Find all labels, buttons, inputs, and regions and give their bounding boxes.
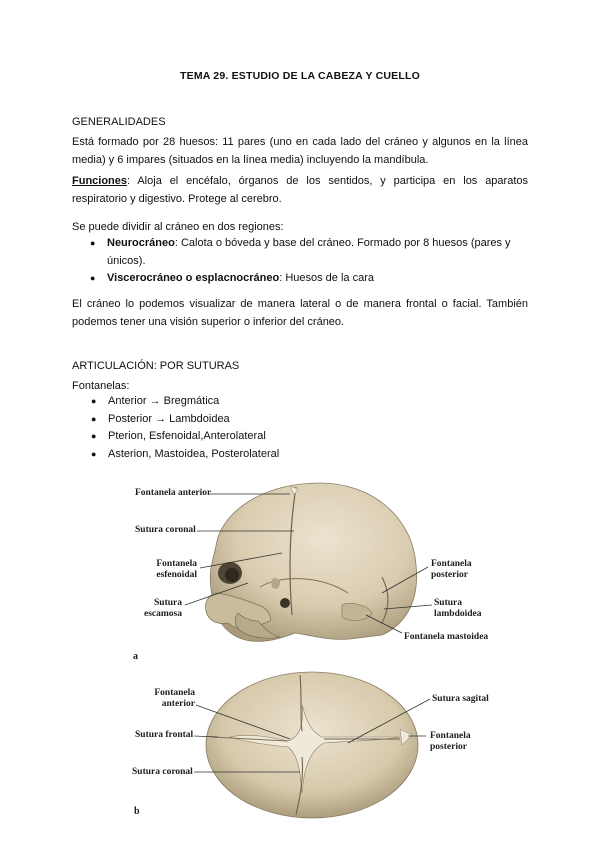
label-line: posterior <box>430 742 467 752</box>
bullet-icon: ● <box>91 431 97 441</box>
label-sutura-frontal: Sutura frontal <box>135 730 194 740</box>
label-sutura-escamosa <box>135 598 182 620</box>
fontanelas-label: Fontanelas: <box>72 380 130 392</box>
region-text: : Calota o bóveda y base del cráneo. Formado por 8 huesos (pares y <box>174 237 511 249</box>
paragraph-division-intro: Se puede dividir al cráneo en dos regiones: <box>72 221 284 233</box>
bullet-icon: ● <box>91 396 97 406</box>
paragraph-funciones <box>72 172 528 208</box>
label-line: posterior <box>431 570 468 580</box>
paragraph-line: El cráneo lo podemos visualizar de manera lateral o de manera frontal o facial. También <box>72 298 528 310</box>
region-term: Neurocráneo <box>107 237 175 249</box>
paragraph-composition <box>72 133 528 169</box>
label-sutura-coronal-b: Sutura coronal <box>132 767 193 777</box>
page-title: TEMA 29. ESTUDIO DE LA CABEZA Y CUELLO <box>180 70 420 82</box>
list-item <box>91 428 508 446</box>
label-line: Fontanela <box>431 559 472 569</box>
label-sutura-sagital: Sutura sagital <box>432 694 489 704</box>
section-heading-generalidades: GENERALIDADES <box>72 116 166 128</box>
paragraph-views <box>72 295 528 331</box>
list-item <box>90 235 528 270</box>
bullet-icon: ● <box>90 273 96 283</box>
label-fontanela-esfenoidal <box>135 559 197 581</box>
regions-list <box>90 235 528 288</box>
fontanelas-list <box>91 393 508 463</box>
label-line: Fontanela <box>154 688 195 698</box>
list-item <box>90 270 528 288</box>
label-line: Fontanela <box>430 731 471 741</box>
fontanela-item: Posterior → Lambdoidea <box>108 412 230 425</box>
fontanela-item: Asterion, Mastoidea, Posterolateral <box>108 447 280 460</box>
region-text: : Huesos de la cara <box>279 272 374 284</box>
paragraph-line <box>72 172 528 190</box>
fontanela-item: Anterior → Bregmática <box>108 395 220 407</box>
label-line: esfenoidal <box>156 570 197 580</box>
figure-tag-a: a <box>133 651 138 662</box>
label-fontanela-anterior: Fontanela anterior <box>135 488 212 498</box>
list-item <box>91 393 508 411</box>
label-line: escamosa <box>144 609 182 619</box>
fontanela-item: Pterion, Esfenoidal,Anterolateral <box>108 430 266 442</box>
label-line: Fontanela <box>156 559 197 569</box>
label-sutura-lambdoidea <box>434 598 482 620</box>
list-item <box>91 446 508 464</box>
label-fontanela-anterior-b <box>135 688 195 710</box>
superior-skull <box>206 672 418 818</box>
bullet-icon: ● <box>91 448 97 459</box>
label-fontanela-mastoidea: Fontanela mastoidea <box>404 632 489 642</box>
paragraph-line: podemos tener una visión superior o inferior del cráneo. <box>72 316 345 328</box>
label-fontanela-posterior-b <box>430 731 471 753</box>
lateral-skull <box>205 483 416 641</box>
funciones-text: : Aloja el encéfalo, órganos de los sentidos, y participa en los aparatos <box>127 175 528 187</box>
region-text-cont: únicos). <box>107 254 146 267</box>
label-fontanela-posterior <box>431 559 472 581</box>
funciones-label: Funciones <box>72 175 128 187</box>
label-line: Sutura <box>434 598 462 608</box>
paragraph-line: respiratorio y digestivo. Protege al cerebro. <box>72 193 282 205</box>
label-line: lambdoidea <box>434 609 482 619</box>
label-line: Sutura <box>154 598 182 608</box>
bullet-icon: ● <box>91 413 97 424</box>
list-item <box>91 411 508 429</box>
paragraph-line: media) y 6 impares (situados en la línea media) incluyendo la mandíbula. <box>72 154 429 166</box>
figure-tag-b: b <box>134 806 140 817</box>
region-term: Viscerocráneo o esplacnocráneo <box>107 272 280 284</box>
bullet-icon: ● <box>90 238 96 248</box>
label-line: anterior <box>161 699 195 709</box>
skull-figure <box>120 475 500 835</box>
paragraph-line: Está formado por 28 huesos: 11 pares (uno en cada lado del cráneo y algunos en la línea <box>72 136 528 148</box>
section-heading-articulacion: ARTICULACIÓN: POR SUTURAS <box>72 360 240 372</box>
label-sutura-coronal: Sutura coronal <box>135 525 196 535</box>
